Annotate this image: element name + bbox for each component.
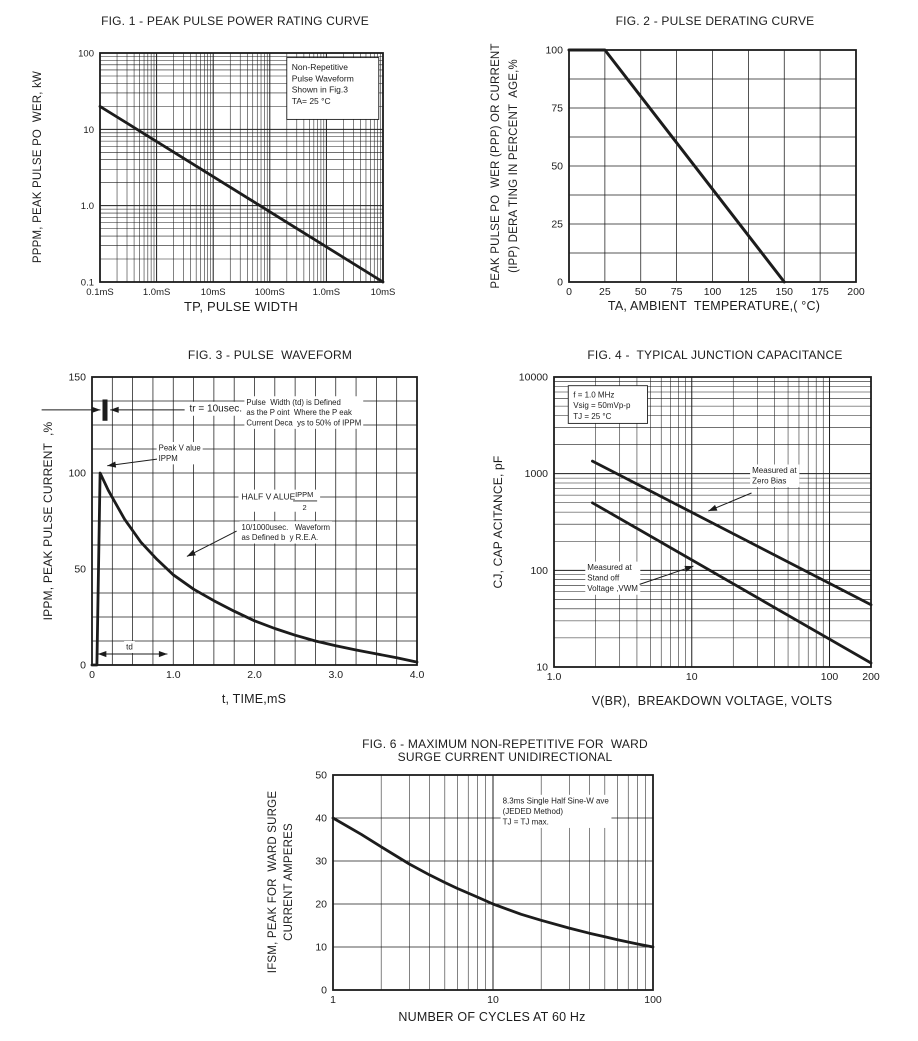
svg-text:1.0mS: 1.0mS [142, 287, 171, 298]
fig1-title: FIG. 1 - PEAK PULSE POWER RATING CURVE [101, 14, 369, 28]
svg-text:Current Deca ys to 50% of IPP: Current Deca ys to 50% of IPPM [246, 418, 362, 428]
svg-text:TJ = TJ max.: TJ = TJ max. [502, 817, 549, 827]
svg-text:125: 125 [739, 286, 758, 298]
svg-text:100: 100 [703, 286, 722, 298]
svg-text:200: 200 [862, 671, 880, 683]
svg-text:10: 10 [487, 994, 499, 1006]
fig1-y-axis-label: PPPM, PEAK PULSE PO WER, kW [32, 70, 44, 264]
svg-text:10: 10 [536, 661, 548, 674]
svg-text:1.0mS: 1.0mS [312, 287, 341, 298]
svg-text:Pulse Width (td) is Defined: Pulse Width (td) is Defined [246, 397, 341, 407]
svg-text:10/1000usec. Waveform: 10/1000usec. Waveform [241, 522, 331, 532]
svg-text:1.0: 1.0 [80, 201, 94, 213]
svg-text:50: 50 [551, 160, 563, 173]
svg-text:30: 30 [315, 855, 327, 868]
svg-text:175: 175 [811, 286, 829, 298]
svg-text:as the P oint Where the P eak: as the P oint Where the P eak [246, 408, 352, 418]
svg-text:10mS: 10mS [200, 287, 226, 298]
svg-text:10: 10 [315, 941, 327, 954]
svg-text:100mS: 100mS [254, 287, 285, 298]
fig1-x-axis-label: TP, PULSE WIDTH [183, 299, 298, 314]
svg-text:25: 25 [551, 218, 563, 231]
svg-text:Vsig = 50mVp-p: Vsig = 50mVp-p [573, 401, 631, 411]
svg-text:0: 0 [557, 276, 563, 289]
svg-text:as Defined b y R.E.A.: as Defined b y R.E.A. [241, 533, 319, 543]
fig4-y-axis-label: CJ, CAP ACITANCE, pF [491, 455, 505, 589]
fig6-title-line2: SURGE CURRENT UNIDIRECTIONAL [397, 750, 613, 764]
fig4-title: FIG. 4 - TYPICAL JUNCTION CAPACITANCE [587, 348, 843, 362]
svg-text:Measured at: Measured at [587, 563, 632, 573]
svg-text:0: 0 [80, 659, 86, 672]
fig3-plot [68, 371, 425, 681]
svg-text:50: 50 [634, 286, 647, 298]
svg-text:50: 50 [315, 769, 327, 782]
svg-text:Shown in Fig.3: Shown in Fig.3 [291, 84, 349, 95]
svg-text:8.3ms Single Half Sine-W ave: 8.3ms Single Half Sine-W ave [502, 796, 609, 806]
svg-text:2.0: 2.0 [247, 669, 262, 681]
svg-text:75: 75 [670, 286, 683, 298]
fig6-y-axis-label-line1: IFSM, PEAK FOR WARD SURGE [267, 790, 279, 974]
svg-text:IPPM: IPPM [158, 453, 178, 463]
svg-text:Non-Repetitive: Non-Repetitive [291, 62, 349, 73]
fig6-y-axis-label-line2: CURRENT AMPERES [283, 823, 295, 941]
fig6-x-axis-label: NUMBER OF CYCLES AT 60 Hz [398, 1010, 586, 1024]
svg-text:0.1mS: 0.1mS [86, 287, 114, 298]
svg-text:Zero Bias: Zero Bias [752, 476, 787, 486]
svg-text:Stand off: Stand off [587, 573, 620, 583]
svg-text:200: 200 [847, 286, 865, 298]
svg-text:f = 1.0 MHz: f = 1.0 MHz [573, 390, 615, 400]
svg-text:1: 1 [330, 994, 336, 1006]
fig3-x-axis-label: t, TIME,mS [221, 692, 287, 706]
svg-text:4.0: 4.0 [409, 669, 425, 681]
svg-text:100: 100 [820, 671, 839, 683]
svg-text:TJ = 25 °C: TJ = 25 °C [573, 411, 612, 421]
svg-text:20: 20 [315, 898, 327, 911]
fig3-y-axis-label: IPPM, PEAK PULSE CURRENT ,% [41, 421, 55, 621]
fig3-title: FIG. 3 - PULSE WAVEFORM [187, 348, 353, 362]
svg-text:10: 10 [83, 124, 94, 136]
fig2-title: FIG. 2 - PULSE DERATING CURVE [615, 14, 815, 28]
svg-text:100: 100 [644, 994, 662, 1006]
fig2-x-axis-label: TA, AMBIENT TEMPERATURE,( °C) [607, 299, 821, 313]
svg-text:1.0: 1.0 [546, 671, 562, 683]
svg-text:1000: 1000 [524, 468, 548, 481]
svg-text:75: 75 [551, 102, 563, 115]
svg-text:40: 40 [315, 812, 327, 825]
svg-text:50: 50 [74, 563, 86, 576]
svg-text:td: td [126, 642, 133, 652]
svg-text:Peak V alue: Peak V alue [158, 443, 201, 453]
fig2-y-axis-label-line1: PEAK PULSE PO WER (PPP) OR CURRENT [490, 43, 502, 289]
fig4-plot [518, 371, 880, 683]
svg-text:25: 25 [599, 286, 611, 298]
svg-text:10mS: 10mS [370, 287, 396, 298]
svg-text:tr = 10usec.: tr = 10usec. [189, 403, 243, 415]
svg-text:3.0: 3.0 [328, 669, 344, 681]
fig2-y-axis-label-line2: (IPP) DERA TING IN PERCENT AGE,% [508, 59, 520, 273]
svg-text:0: 0 [89, 669, 95, 681]
svg-text:100: 100 [545, 44, 563, 57]
fig6-plot [315, 769, 662, 1006]
svg-text:Voltage ,VWM: Voltage ,VWM [587, 584, 638, 594]
svg-text:10000: 10000 [518, 371, 548, 384]
svg-text:150: 150 [775, 286, 794, 298]
svg-text:100: 100 [530, 564, 548, 577]
fig6-title-line1: FIG. 6 - MAXIMUM NON-REPETITIVE FOR WARD [362, 737, 648, 751]
fig4-x-axis-label: V(BR), BREAKDOWN VOLTAGE, VOLTS [591, 694, 833, 708]
svg-text:2: 2 [302, 502, 307, 512]
svg-text:(JEDED Method): (JEDED Method) [502, 806, 564, 816]
svg-text:Measured at: Measured at [752, 465, 797, 475]
svg-text:TA= 25 °C: TA= 25 °C [291, 95, 331, 106]
svg-text:1.0: 1.0 [165, 669, 181, 681]
svg-text:10: 10 [685, 671, 698, 683]
fig1-plot [78, 48, 396, 298]
svg-text:0.1: 0.1 [80, 277, 94, 289]
svg-text:HALF V ALUE: HALF V ALUE [241, 491, 296, 502]
svg-text:Pulse Waveform: Pulse Waveform [291, 73, 354, 84]
svg-text:150: 150 [68, 371, 86, 384]
svg-text:0: 0 [321, 984, 327, 997]
svg-text:100: 100 [78, 48, 94, 60]
svg-text:0: 0 [566, 286, 572, 298]
svg-text:100: 100 [68, 467, 86, 480]
svg-text:IPPM: IPPM [295, 489, 314, 499]
fig2-plot [545, 44, 865, 298]
